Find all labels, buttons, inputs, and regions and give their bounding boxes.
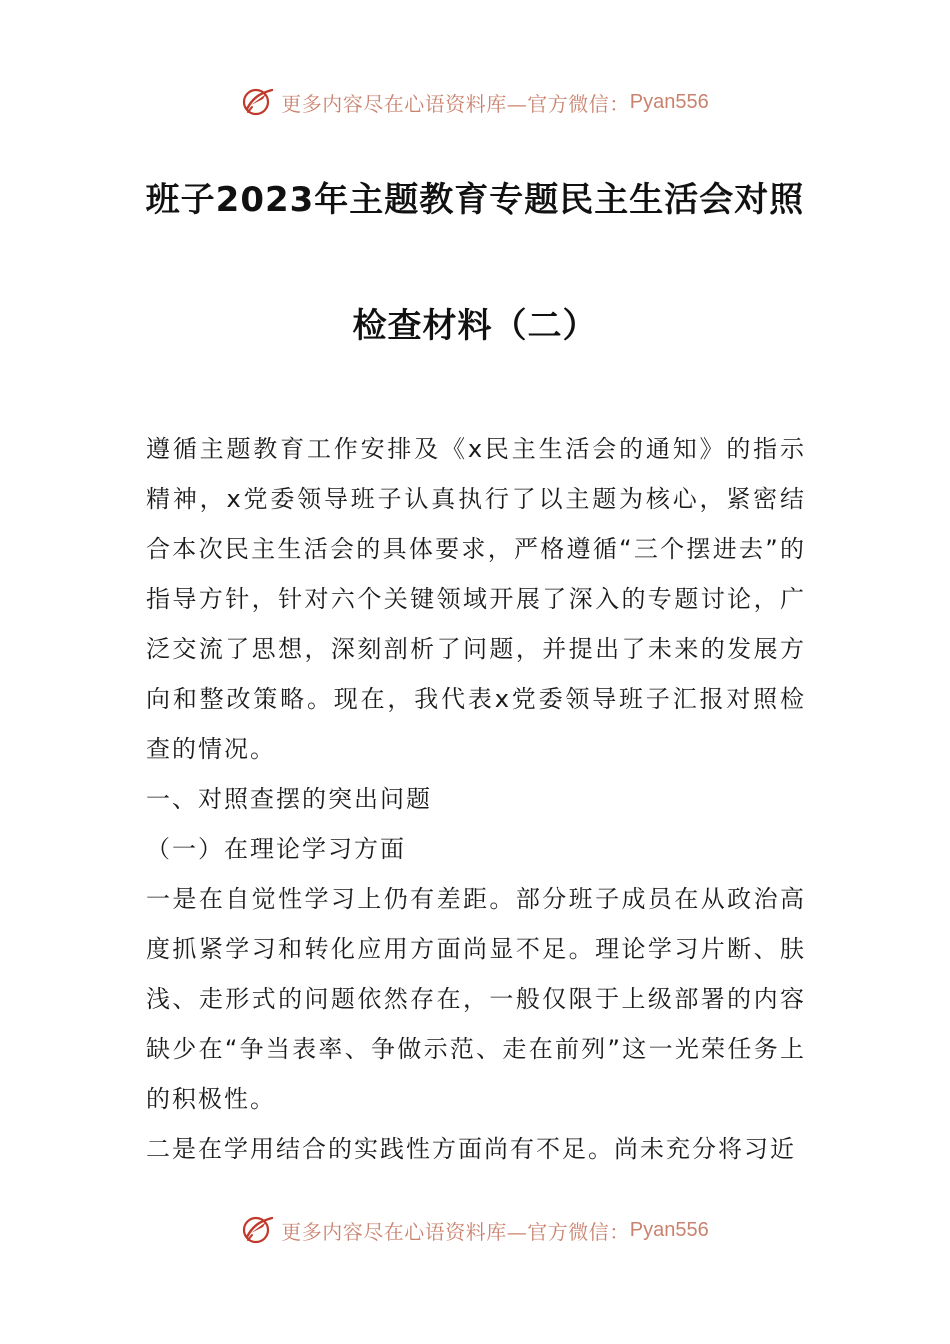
point-paragraph-1: 一是在自觉性学习上仍有差距。部分班子成员在从政治高度抓紧学习和转化应用方面尚显不足。理论学习片断、肤浅、走形式的问题依然存在，一般仅限于上级部署的内容缺少在“争当表率、争做示范、走在前列”这一光荣任务上的积极性。 (146, 885, 806, 1113)
point-paragraph-2: 二是在学用结合的实践性方面尚有不足。尚未充分将习近 (146, 1135, 796, 1163)
document-title-line2: 检查材料（二） (352, 306, 598, 346)
document-title-line1: 班子2023年主题教育专题民主生活会对照 (145, 180, 805, 220)
footer-watermark-banner (0, 1210, 950, 1250)
watermark-wechat-id: Pyan556 (629, 1218, 709, 1241)
pen-logo-icon (241, 1213, 275, 1247)
document-body (146, 424, 806, 1174)
watermark-wechat-id: Pyan556 (629, 90, 709, 113)
watermark-text: 更多内容尽在心语资料库—官方微信： (281, 91, 630, 116)
watermark-text: 更多内容尽在心语资料库—官方微信： (281, 1219, 630, 1244)
pen-logo-icon (241, 85, 275, 119)
section-heading-1: 一、对照查摆的突出问题 (146, 785, 432, 813)
header-watermark-banner (0, 82, 950, 122)
subsection-heading-1: （一）在理论学习方面 (146, 835, 406, 863)
intro-paragraph: 遵循主题教育工作安排及《x民主生活会的通知》的指示精神，x党委领导班子认真执行了以主题为核心，紧密结合本次民主生活会的具体要求，严格遵循“三个摆进去”的指导方针，针对六个关键领域开展了深入的专题讨论，广泛交流了思想，深刻剖析了问题，并提出了未来的发展方向和整改策略。现在，我代表x党委领导班子汇报对照检查的情况。 (146, 435, 806, 763)
